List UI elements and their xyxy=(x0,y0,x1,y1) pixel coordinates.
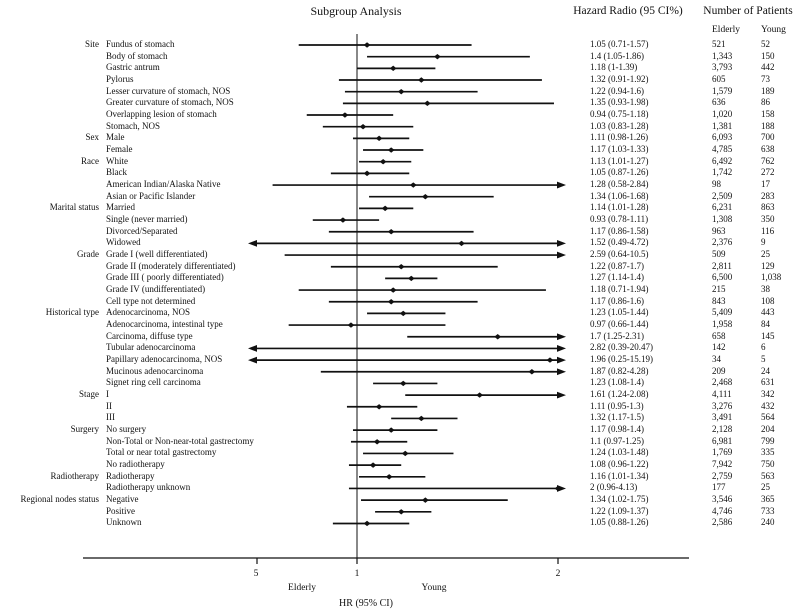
elderly-count: 215 xyxy=(712,284,726,295)
elderly-count: 636 xyxy=(712,97,726,108)
young-count: 799 xyxy=(761,435,775,446)
point-estimate-marker xyxy=(342,112,349,117)
young-count: 25 xyxy=(761,249,770,260)
young-count: 73 xyxy=(761,74,770,84)
point-estimate-marker xyxy=(390,66,397,71)
point-estimate-marker xyxy=(340,217,347,222)
subgroup-label: Total or near total gastrectomy xyxy=(106,447,217,458)
elderly-count: 4,785 xyxy=(712,144,733,155)
hr-ci-value: 1.17 (0.98-1.4) xyxy=(590,424,644,435)
point-estimate-marker xyxy=(547,357,554,362)
elderly-count: 4,111 xyxy=(712,389,732,400)
young-count: 272 xyxy=(761,167,775,178)
point-estimate-marker xyxy=(376,404,383,409)
hr-ci-value: 1.17 (0.86-1.6) xyxy=(590,295,644,306)
point-estimate-marker xyxy=(408,276,415,281)
point-estimate-marker xyxy=(360,124,367,129)
subgroup-label: Signet ring cell carcinoma xyxy=(106,377,201,388)
young-count: 638 xyxy=(761,144,775,155)
elderly-count: 3,276 xyxy=(712,400,733,411)
point-estimate-marker xyxy=(398,89,405,94)
young-count: 188 xyxy=(761,120,775,131)
hr-ci-value: 1.1 (0.97-1.25) xyxy=(590,435,644,446)
hr-ci-value: 1.96 (0.25-15.19) xyxy=(590,354,653,365)
elderly-count: 2,128 xyxy=(712,424,733,435)
group-label: Stage xyxy=(79,389,99,400)
elderly-count: 2,468 xyxy=(712,377,733,388)
hr-ci-value: 1.27 (1.14-1.4) xyxy=(590,272,644,283)
young-count: 283 xyxy=(761,190,775,201)
hr-ci-value: 1.23 (1.05-1.44) xyxy=(590,307,649,318)
hr-ci-value: 1.32 (0.91-1.92) xyxy=(590,74,649,84)
hr-ci-value: 1.22 (0.87-1.7) xyxy=(590,260,644,271)
elderly-count: 7,942 xyxy=(712,459,733,470)
ci-right-arrow xyxy=(557,392,566,399)
group-label: Regional nodes status xyxy=(20,494,99,505)
hr-ci-value: 1.08 (0.96-1.22) xyxy=(590,459,649,470)
young-count: 158 xyxy=(761,109,775,120)
subgroup-label: Grade II (moderately differentiated) xyxy=(106,260,236,271)
young-count: 25 xyxy=(761,482,770,493)
hr-ci-value: 2.82 (0.39-20.47) xyxy=(590,342,653,353)
subgroup-label: Widowed xyxy=(106,237,141,248)
subgroup-label: Male xyxy=(106,132,125,143)
young-count: 335 xyxy=(761,447,775,458)
hr-ci-value: 1.4 (1.05-1.86) xyxy=(590,50,644,61)
x-tick-1: 1 xyxy=(354,569,360,579)
hr-ci-value: 1.17 (0.86-1.58) xyxy=(590,225,649,236)
young-count: 189 xyxy=(761,85,775,96)
hr-ci-value: 1.16 (1.01-1.34) xyxy=(590,470,649,481)
point-estimate-marker xyxy=(528,369,535,374)
point-estimate-marker xyxy=(388,427,395,432)
point-estimate-marker xyxy=(400,311,407,316)
group-label: Site xyxy=(84,39,99,49)
subgroup-label: Radiotherapy xyxy=(106,470,155,481)
point-estimate-marker xyxy=(398,509,405,514)
young-count: 204 xyxy=(761,424,775,435)
young-subcolumn-header: Young xyxy=(761,25,786,35)
subgroup-label: Grade IV (undifferentiated) xyxy=(106,284,206,295)
hr-ci-value: 1.35 (0.93-1.98) xyxy=(590,97,649,108)
hr-ci-value: 1.11 (0.98-1.26) xyxy=(590,132,649,143)
hr-ci-value: 2.59 (0.64-10.5) xyxy=(590,249,649,260)
elderly-count: 843 xyxy=(712,295,726,306)
hr-ci-value: 2 (0.96-4.13) xyxy=(590,482,638,493)
hr-ci-value: 1.52 (0.49-4.72) xyxy=(590,237,649,248)
hr-ci-value: 0.94 (0.75-1.18) xyxy=(590,109,649,120)
elderly-count: 2,376 xyxy=(712,237,733,248)
young-count: 1,038 xyxy=(761,272,782,283)
ci-right-arrow xyxy=(557,182,566,189)
young-count: 432 xyxy=(761,400,775,411)
elderly-count: 4,746 xyxy=(712,505,733,516)
subgroup-label: III xyxy=(106,412,115,423)
hr-ci-value: 1.34 (1.06-1.68) xyxy=(590,190,649,201)
hr-ci-value: 1.03 (0.83-1.28) xyxy=(590,120,649,131)
subgroup-label: Body of stomach xyxy=(106,50,168,61)
elderly-count: 1,343 xyxy=(712,50,733,61)
young-count: 442 xyxy=(761,62,775,73)
hr-ci-value: 1.05 (0.88-1.26) xyxy=(590,517,649,528)
point-estimate-marker xyxy=(400,381,407,386)
young-count: 38 xyxy=(761,284,770,295)
young-count: 863 xyxy=(761,202,775,213)
subgroup-label: Adenocarcinoma, NOS xyxy=(106,307,190,318)
point-estimate-marker xyxy=(382,206,389,211)
hr-ci-value: 1.14 (1.01-1.28) xyxy=(590,202,649,213)
point-estimate-marker xyxy=(374,439,381,444)
subgroup-label: Asian or Pacific Islander xyxy=(106,190,196,201)
hr-ci-value: 1.87 (0.82-4.28) xyxy=(590,365,649,376)
elderly-count: 2,509 xyxy=(712,190,733,201)
young-count: 17 xyxy=(761,179,770,190)
young-count: 108 xyxy=(761,295,775,306)
elderly-count: 3,491 xyxy=(712,412,733,423)
point-estimate-marker xyxy=(388,229,395,234)
subgroup-label: Single (never married) xyxy=(106,214,188,225)
subgroup-label: Unknown xyxy=(106,517,142,528)
point-estimate-marker xyxy=(422,194,429,199)
elderly-count: 6,500 xyxy=(712,272,733,283)
hr-ci-value: 1.05 (0.71-1.57) xyxy=(590,39,649,49)
point-estimate-marker xyxy=(364,42,371,47)
hr-ci-value: 0.93 (0.78-1.11) xyxy=(590,214,649,225)
group-label: Historical type xyxy=(45,307,99,318)
point-estimate-marker xyxy=(380,159,387,164)
point-estimate-marker xyxy=(388,299,395,304)
elderly-count: 209 xyxy=(712,365,726,376)
point-estimate-marker xyxy=(476,392,483,397)
elderly-count: 6,093 xyxy=(712,132,733,143)
point-estimate-marker xyxy=(376,136,383,141)
hr-ci-value: 1.05 (0.87-1.26) xyxy=(590,167,649,178)
ci-right-arrow xyxy=(557,357,566,364)
subgroup-label: I xyxy=(106,389,109,400)
ci-right-arrow xyxy=(557,345,566,352)
subgroup-label: White xyxy=(106,155,128,166)
elderly-count: 1,308 xyxy=(712,214,733,225)
elderly-count: 658 xyxy=(712,330,726,341)
subgroup-label: Overlapping lesion of stomach xyxy=(106,109,217,120)
young-count: 86 xyxy=(761,97,770,108)
young-count: 84 xyxy=(761,319,770,330)
subgroup-label: Greater curvature of stomach, NOS xyxy=(106,97,234,108)
elderly-count: 142 xyxy=(712,342,726,353)
elderly-count: 521 xyxy=(712,39,726,49)
subgroup-label: Radiotherapy unknown xyxy=(106,482,191,493)
x-axis-title: HR (95% CI) xyxy=(339,598,393,609)
young-count: 145 xyxy=(761,330,775,341)
hr-column-header: Hazard Radio (95 CI%) xyxy=(573,5,683,17)
elderly-count: 1,020 xyxy=(712,109,733,120)
subgroup-label: Negative xyxy=(106,494,139,505)
elderly-count: 177 xyxy=(712,482,726,493)
point-estimate-marker xyxy=(418,77,425,82)
point-estimate-marker xyxy=(370,462,377,467)
young-count: 5 xyxy=(761,354,766,365)
elderly-count: 963 xyxy=(712,225,726,236)
young-count: 750 xyxy=(761,459,775,470)
hr-ci-value: 1.11 (0.95-1.3) xyxy=(590,400,644,411)
subgroup-label: Female xyxy=(106,144,133,155)
young-count: 365 xyxy=(761,494,775,505)
subgroup-label: Carcinoma, diffuse type xyxy=(106,330,193,341)
elderly-count: 6,492 xyxy=(712,155,733,166)
hr-ci-value: 1.28 (0.58-2.84) xyxy=(590,179,649,190)
axis-left-group-label: Elderly xyxy=(288,583,316,593)
young-count: 342 xyxy=(761,389,775,400)
point-estimate-marker xyxy=(422,497,429,502)
young-count: 24 xyxy=(761,365,770,376)
hr-ci-value: 1.24 (1.03-1.48) xyxy=(590,447,649,458)
young-count: 6 xyxy=(761,342,766,353)
young-count: 563 xyxy=(761,470,775,481)
x-tick-0.5: 5 xyxy=(253,569,259,579)
point-estimate-marker xyxy=(458,241,465,246)
group-label: Race xyxy=(81,155,99,166)
hr-ci-value: 1.17 (1.03-1.33) xyxy=(590,144,649,155)
young-count: 443 xyxy=(761,307,775,318)
elderly-count: 1,958 xyxy=(712,319,733,330)
point-estimate-marker xyxy=(402,451,409,456)
young-count: 631 xyxy=(761,377,775,388)
ci-left-arrow xyxy=(248,240,257,247)
young-count: 116 xyxy=(761,225,775,236)
elderly-count: 3,546 xyxy=(712,494,733,505)
subgroup-label: Papillary adenocarcinoma, NOS xyxy=(106,354,223,365)
hr-ci-value: 1.61 (1.24-2.08) xyxy=(590,389,649,400)
elderly-count: 98 xyxy=(712,179,721,190)
hr-ci-value: 1.18 (1-1.39) xyxy=(590,62,638,73)
group-label: Grade xyxy=(77,249,99,260)
subgroup-label: Tubular adenocarcinoma xyxy=(106,342,196,353)
subgroup-label: Pylorus xyxy=(106,74,134,84)
elderly-count: 34 xyxy=(712,354,721,365)
elderly-count: 1,381 xyxy=(712,120,733,131)
group-label: Marital status xyxy=(49,202,99,213)
young-count: 9 xyxy=(761,237,766,248)
hr-ci-value: 0.97 (0.66-1.44) xyxy=(590,319,649,330)
subgroup-label: Cell type not determined xyxy=(106,295,196,306)
hr-ci-value: 1.22 (0.94-1.6) xyxy=(590,85,644,96)
subgroup-label: American Indian/Alaska Native xyxy=(106,179,221,190)
point-estimate-marker xyxy=(418,416,425,421)
elderly-count: 6,231 xyxy=(712,202,733,213)
ci-right-arrow xyxy=(557,252,566,259)
group-label: Surgery xyxy=(70,424,99,435)
point-estimate-marker xyxy=(390,287,397,292)
elderly-count: 1,579 xyxy=(712,85,733,96)
elderly-count: 5,409 xyxy=(712,307,733,318)
young-count: 733 xyxy=(761,505,775,516)
subgroup-label: Lesser curvature of stomach, NOS xyxy=(106,85,231,96)
hr-ci-value: 1.22 (1.09-1.37) xyxy=(590,505,649,516)
subgroup-label: Gastric antrum xyxy=(106,62,160,73)
subgroup-label: Grade I (well differentiated) xyxy=(106,249,208,260)
subgroup-label: Black xyxy=(106,167,127,178)
elderly-count: 2,811 xyxy=(712,260,732,271)
ci-right-arrow xyxy=(557,368,566,375)
subgroup-label: Divorced/Separated xyxy=(106,225,178,236)
hr-ci-value: 1.32 (1.17-1.5) xyxy=(590,412,644,423)
patients-column-header: Number of Patients xyxy=(703,5,793,17)
elderly-count: 509 xyxy=(712,249,726,260)
subgroup-label: Stomach, NOS xyxy=(106,120,160,131)
point-estimate-marker xyxy=(386,474,393,479)
young-count: 700 xyxy=(761,132,775,143)
chart-title: Subgroup Analysis xyxy=(310,4,402,18)
point-estimate-marker xyxy=(348,322,355,327)
point-estimate-marker xyxy=(388,147,395,152)
young-count: 350 xyxy=(761,214,775,225)
point-estimate-marker xyxy=(364,171,371,176)
elderly-count: 3,793 xyxy=(712,62,733,73)
elderly-count: 1,742 xyxy=(712,167,733,178)
hr-ci-value: 1.34 (1.02-1.75) xyxy=(590,494,649,505)
axis-right-group-label: Young xyxy=(421,583,447,593)
young-count: 129 xyxy=(761,260,775,271)
subgroup-label: No radiotherapy xyxy=(106,459,165,470)
elderly-count: 605 xyxy=(712,74,726,84)
elderly-count: 1,769 xyxy=(712,447,733,458)
point-estimate-marker xyxy=(434,54,441,59)
elderly-subcolumn-header: Elderly xyxy=(712,25,740,35)
x-tick-2: 2 xyxy=(555,569,561,579)
elderly-count: 2,586 xyxy=(712,517,733,528)
elderly-count: 2,759 xyxy=(712,470,733,481)
subgroup-label: Non-Total or Non-near-total gastrectomy xyxy=(106,435,254,446)
point-estimate-marker xyxy=(494,334,501,339)
elderly-count: 6,981 xyxy=(712,435,733,446)
subgroup-label: No surgery xyxy=(106,424,147,435)
point-estimate-marker xyxy=(424,101,431,106)
point-estimate-marker xyxy=(398,264,405,269)
young-count: 762 xyxy=(761,155,775,166)
subgroup-label: Adenocarcinoma, intestinal type xyxy=(106,319,223,330)
ci-right-arrow xyxy=(557,333,566,340)
subgroup-label: Mucinous adenocarcinoma xyxy=(106,365,204,376)
hr-ci-value: 1.7 (1.25-2.31) xyxy=(590,330,644,341)
ci-left-arrow xyxy=(248,345,257,352)
group-label: Radiotherapy xyxy=(50,470,99,481)
ci-right-arrow xyxy=(557,240,566,247)
young-count: 564 xyxy=(761,412,775,423)
ci-left-arrow xyxy=(248,357,257,364)
hr-ci-value: 1.18 (0.71-1.94) xyxy=(590,284,649,295)
hr-ci-value: 1.13 (1.01-1.27) xyxy=(590,155,649,166)
subgroup-label: II xyxy=(106,400,112,411)
subgroup-label: Positive xyxy=(106,505,136,516)
young-count: 150 xyxy=(761,50,775,61)
young-count: 52 xyxy=(761,39,770,49)
subgroup-label: Fundus of stomach xyxy=(106,39,175,49)
point-estimate-marker xyxy=(410,182,417,187)
point-estimate-marker xyxy=(364,521,371,526)
group-label: Sex xyxy=(85,132,99,143)
subgroup-label: Married xyxy=(106,202,135,213)
subgroup-label: Grade III ( poorly differentiated) xyxy=(106,272,224,283)
young-count: 240 xyxy=(761,517,775,528)
hr-ci-value: 1.23 (1.08-1.4) xyxy=(590,377,644,388)
